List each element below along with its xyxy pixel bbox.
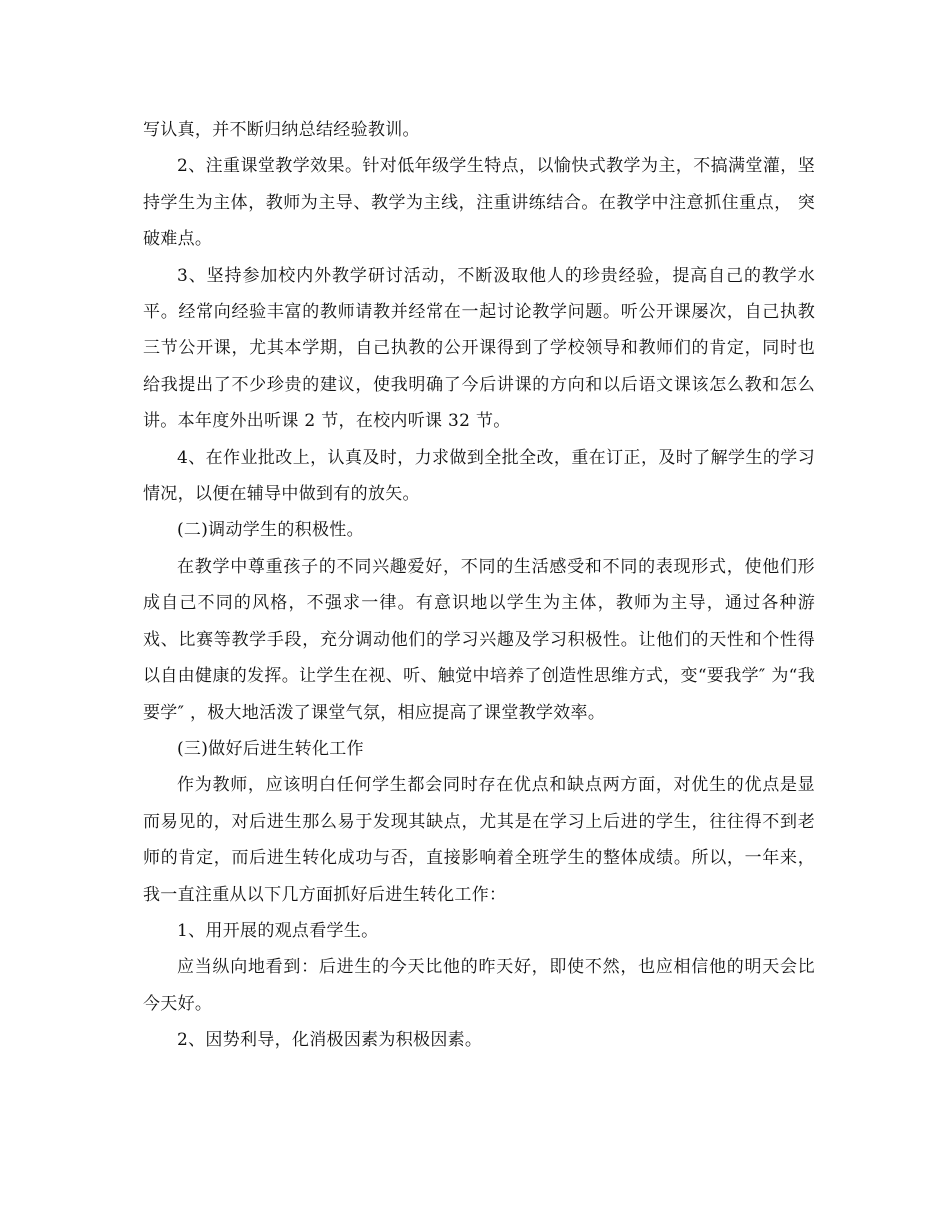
section-heading-2: (二)调动学生的积极性。 xyxy=(177,520,364,541)
paragraph-item-1-development-view: 1、用开展的观点看学生。 xyxy=(177,920,379,941)
paragraph-item-3-research-activities: 3、坚持参加校内外教学研讨活动，不断汲取他人的珍贵经验，提高自己的教学水平。经常向经验丰富的教师请教并经常在一起讨论教学问题。听公开课屡次，自己执教三节公开课，尤其本学期，自己执教的公开课得到了学校领导和教师们的肯定，同时也给我提出了不少珍贵的建议，使我明确了今后讲课的方向和以后语文课该怎么教和怎么讲。本年度外出听课 2 节，在校内听课 32 节。 xyxy=(143,265,815,432)
paragraph-item-4-homework-correction: 4、在作业批改上，认真及时，力求做到全批全改，重在订正，及时了解学生的学习情况，以便在辅导中做到有的放矢。 xyxy=(143,447,815,505)
document-body xyxy=(143,112,815,1059)
paragraph-continuation: 写认真，并不断归纳总结经验教训。 xyxy=(143,120,420,140)
paragraph-item-2-classroom-effect: 2、注重课堂教学效果。针对低年级学生特点，以愉快式教学为主，不搞满堂灌，坚持学生为主体，教师为主导、教学为主线，注重讲练结合。在教学中注意抓住重点， 突破难点。 xyxy=(143,156,815,250)
paragraph-student-motivation: 在教学中尊重孩子的不同兴趣爱好，不同的生活感受和不同的表现形式，使他们形成自己不同的风格，不强求一律。有意识地以学生为主体，教师为主导，通过各种游戏、比赛等教学手段，充分调动他们的学习兴趣及学习积极性。让他们的天性和个性得以自由健康的发挥。让学生在视、听、触觉中培养了创造性思维方式，变“要我学″ 为“我要学″ ，极大地活泼了课堂气氛，相应提高了课堂教学效率。 xyxy=(143,556,815,723)
section-heading-3: (三)做好后进生转化工作 xyxy=(177,738,364,759)
paragraph-item-2-guidance: 2、因势利导，化消极因素为积极因素。 xyxy=(177,1030,483,1051)
paragraph-longitudinal-view: 应当纵向地看到：后进生的今天比他的昨天好，即使不然，也应相信他的明天会比今天好。 xyxy=(143,957,815,1014)
paragraph-underachiever-intro: 作为教师，应该明白任何学生都会同时存在优点和缺点两方面，对优生的优点是显而易见的，对后进生那么易于发现其缺点，尤其是在学习上后进的学生，往往得不到老师的肯定，而后进生转化成功与否，直接影响着全班学生的整体成绩。所以，一年来，我一直注重从以下几方面抓好后进生转化工作： xyxy=(143,775,815,905)
